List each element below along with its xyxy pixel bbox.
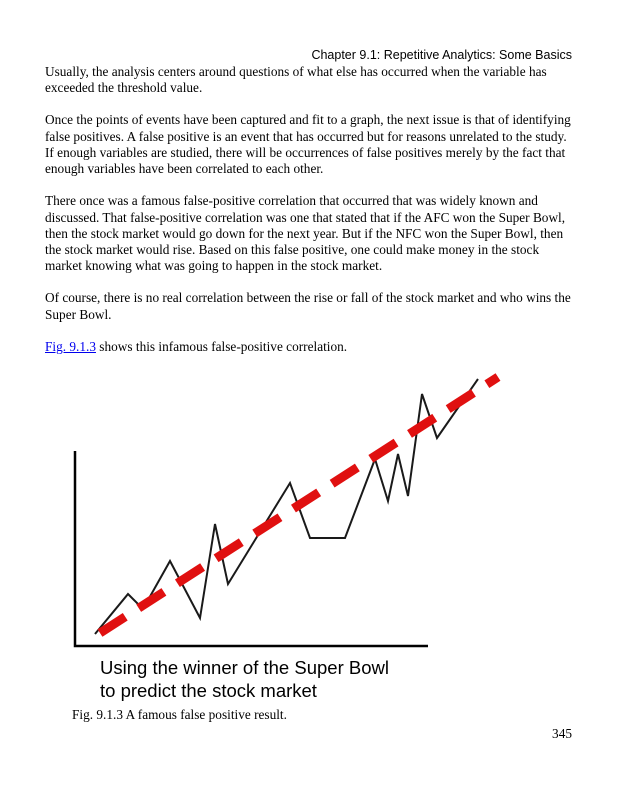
- paragraph-threshold: Usually, the analysis centers around questions of what else has occurred when the variable has exceeded the threshold value.: [45, 64, 547, 96]
- figure-caption: Fig. 9.1.3 A famous false positive result.: [72, 707, 287, 723]
- figure-9-1-3: [45, 371, 572, 702]
- chart-caption-line-2: to predict the stock market: [100, 680, 317, 702]
- paragraph-false-positives: Once the points of events have been captured and fit to a graph, the next issue is that of identifying false positives. A false positive is an event that has occurred but for reasons unrelated to the study. If enough variables are studied, there will be occurrences of false positives merely by the fact that enough variables have been correlated to each other.: [45, 112, 571, 177]
- chart-area: [70, 371, 525, 654]
- figure-link[interactable]: Fig. 9.1.3: [45, 338, 96, 354]
- paragraph-superbowl-correlation: There once was a famous false-positive correlation that occurred that was widely known and discussed. That false-positive correlation was one that stated that if the AFC won the Super Bowl, then the stock market would go down for the next year. But if the NFC won the Super Bowl, then the stock market would rise. Based on this false positive, one could make money in the stock market knowing what was going to happen in the stock market.: [45, 193, 566, 274]
- paragraph-no-real-correlation: Of course, there is no real correlation between the rise or fall of the stock market and who wins the Super Bowl.: [45, 290, 571, 322]
- trend-dashed-line: [100, 377, 498, 633]
- page-number: 345: [552, 726, 572, 741]
- chapter-header: Chapter 9.1: Repetitive Analytics: Some Basics: [311, 48, 572, 62]
- chart-axes: [75, 451, 428, 646]
- paragraph-figure-reference: [45, 339, 572, 355]
- chart-caption: [100, 656, 572, 702]
- figure-reference-text: shows this infamous false-positive correlation.: [95, 338, 348, 354]
- chart-caption-line-1: Using the winner of the Super Bowl: [100, 657, 389, 679]
- superbowl-stock-chart: [70, 371, 525, 654]
